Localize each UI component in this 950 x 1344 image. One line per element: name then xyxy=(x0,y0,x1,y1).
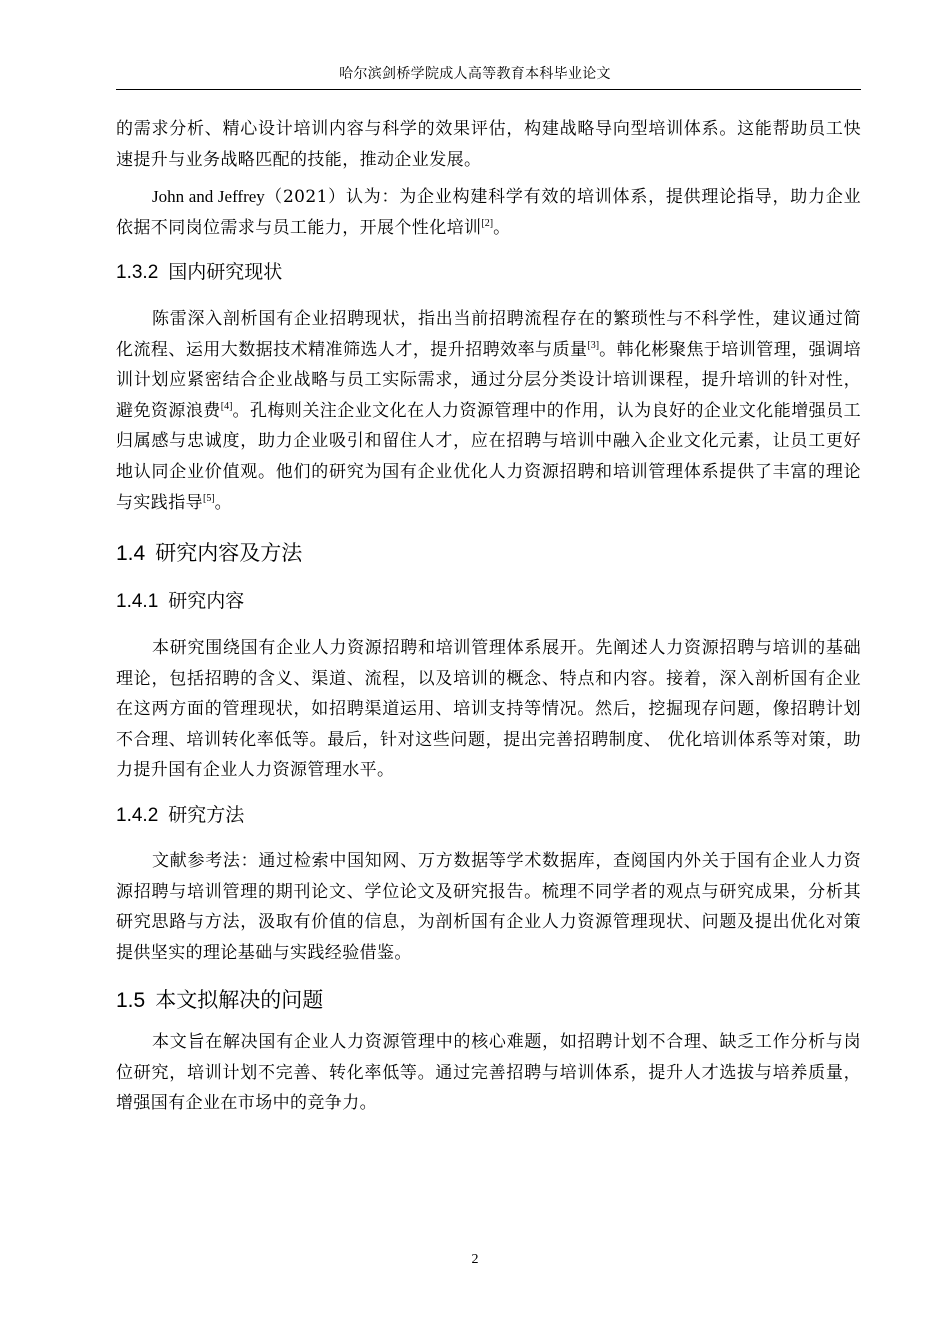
section-number: 1.4.2 xyxy=(116,805,159,826)
body-paragraph: 的需求分析、精心设计培训内容与科学的效果评估，构建战略导向型培训体系。这能帮助员工快速提升与业务战略匹配的技能，推动企业发展。 xyxy=(116,119,861,170)
section-title: 国内研究现状 xyxy=(168,261,283,283)
section-number: 1.5 xyxy=(116,989,146,1012)
section-number: 1.3.2 xyxy=(116,262,159,283)
header-divider xyxy=(116,89,861,90)
citation-marker: [3] xyxy=(587,339,600,351)
citation-marker: [5] xyxy=(203,492,215,504)
body-paragraph: 本研究围绕国有企业人力资源招聘和培训管理体系展开。先阐述人力资源招聘与培训的基础理论，包括招聘的含义、渠道、流程，以及培训的概念、特点和内容。接着，深入剖析国有企业在这两方面的管理现状，如招聘渠道运用、培训支持等情况。然后，挖掘现存问题，像招聘计划不合理、培训转化率低等。最后，针对这些问题，提出完善招聘制度、 优化培训体系等对策，助力提升国有企业人力资源管理水平。 xyxy=(116,638,861,781)
section-heading xyxy=(116,987,323,1014)
body-paragraph xyxy=(116,182,861,243)
citation-marker: [4] xyxy=(220,400,233,412)
thesis-header-title: 哈尔滨剑桥学院成人高等教育本科毕业论文 xyxy=(339,66,611,82)
paragraph-text: （2021）认为：为企业构建科学有效的培训体系，提供理论指导，助力企业依据不同岗位需求与员工能力，开展个性化培训 xyxy=(116,187,862,238)
section-heading xyxy=(116,589,244,614)
section-title: 本文拟解决的问题 xyxy=(155,988,324,1012)
section-heading xyxy=(116,540,302,567)
paragraph-text: 。韩化彬聚焦于培训管理，强调培训计划应紧密结合企业战略与员工实际需求，通过分层分类设计培训课程，提升培训的针对性，避免资源浪费 xyxy=(116,339,861,421)
paragraph-text: 陈雷深入剖析国有企业招聘现状，指出当前招聘流程存在的繁琐性与不科学性，建议通过简化流程、运用大数据技术精准筛选人才，提升招聘效率与质量 xyxy=(116,309,861,360)
section-heading xyxy=(116,803,244,828)
citation-marker: [2] xyxy=(481,217,494,229)
body-paragraph xyxy=(116,304,861,518)
section-title: 研究方法 xyxy=(168,804,245,826)
section-heading xyxy=(116,260,282,285)
body-paragraph: 本文旨在解决国有企业人力资源管理中的核心难题，如招聘计划不合理、缺乏工作分析与岗位研究，培训计划不完善、转化率低等。通过完善招聘与培训体系，提升人才选拔与培养质量，增强国有企业在市场中的竞争力。 xyxy=(116,1032,861,1114)
section-number: 1.4.1 xyxy=(116,591,159,612)
paragraph-end: 。 xyxy=(214,492,233,513)
section-number: 1.4 xyxy=(116,542,146,565)
section-title: 研究内容及方法 xyxy=(155,541,303,565)
section-title: 研究内容 xyxy=(168,590,245,612)
cited-authors: John and Jeffrey xyxy=(152,187,265,206)
page-number: 2 xyxy=(471,1252,479,1267)
paragraph-end: 。 xyxy=(493,217,511,238)
paragraph-text: 。孔梅则关注企业文化在人力资源管理中的作用，认为良好的企业文化能增强员工归属感与忠诚度，助力企业吸引和留住人才，应在招聘与培训中融入企业文化元素，让员工更好地认同企业价值观。他们的研究为国有企业优化人力资源招聘和培训管理体系提供了丰富的理论与实践指导 xyxy=(116,400,861,513)
body-paragraph: 文献参考法：通过检索中国知网、万方数据等学术数据库，查阅国内外关于国有企业人力资源招聘与培训管理的期刊论文、学位论文及研究报告。梳理不同学者的观点与研究成果，分析其研究思路与方法，汲取有价值的信息，为剖析国有企业人力资源管理现状、问题及提出优化对策提供坚实的理论基础与实践经验借鉴。 xyxy=(116,851,861,963)
